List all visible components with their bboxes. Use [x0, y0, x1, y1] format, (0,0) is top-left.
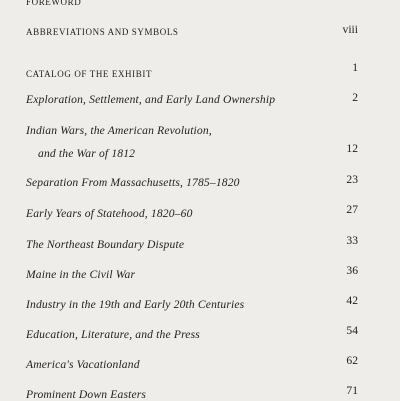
toc-entry-label: Industry in the 19th and Early 20th Centuries [26, 298, 245, 311]
toc-catalog-label: CATALOG OF THE EXHIBIT [26, 69, 153, 79]
toc-entry-label: Prominent Down Easters [26, 388, 147, 401]
toc-entry-page: 42 [346, 294, 358, 307]
toc-entry-page: 2 [352, 91, 358, 104]
toc-foreword-label: FOREWORD [26, 0, 82, 7]
toc-entry-page: 27 [346, 203, 358, 216]
toc-entry-label: Maine in the Civil War [26, 268, 136, 281]
toc-entry-label: Separation From Massachusetts, 1785–1820 [26, 176, 240, 189]
toc-entry-page: 54 [346, 324, 358, 337]
toc-entry-page: 23 [346, 173, 358, 186]
toc-entry-label: America's Vacationland [26, 358, 140, 371]
toc-entry-page: 36 [346, 264, 358, 277]
toc-entry-label: Exploration, Settlement, and Early Land Ownership [26, 93, 276, 106]
toc-entry-label: Education, Literature, and the Press [26, 328, 200, 341]
toc-entry-label-continued: and the War of 1812 [38, 147, 136, 160]
toc-entry-label: Early Years of Statehood, 1820–60 [26, 207, 193, 220]
toc-abbreviations-page: viii [342, 23, 358, 36]
toc-entry-page: 12 [346, 142, 358, 155]
toc-abbreviations-label: ABBREVIATIONS AND SYMBOLS [26, 27, 179, 37]
toc-entry-page: 71 [346, 384, 358, 397]
toc-entry-label: The Northeast Boundary Dispute [26, 238, 185, 251]
toc-entry-label: Indian Wars, the American Revolution, [26, 124, 212, 137]
toc-catalog-page: 1 [352, 61, 358, 74]
toc-entry-page: 62 [346, 354, 358, 367]
toc-entry-page: 33 [346, 234, 358, 247]
